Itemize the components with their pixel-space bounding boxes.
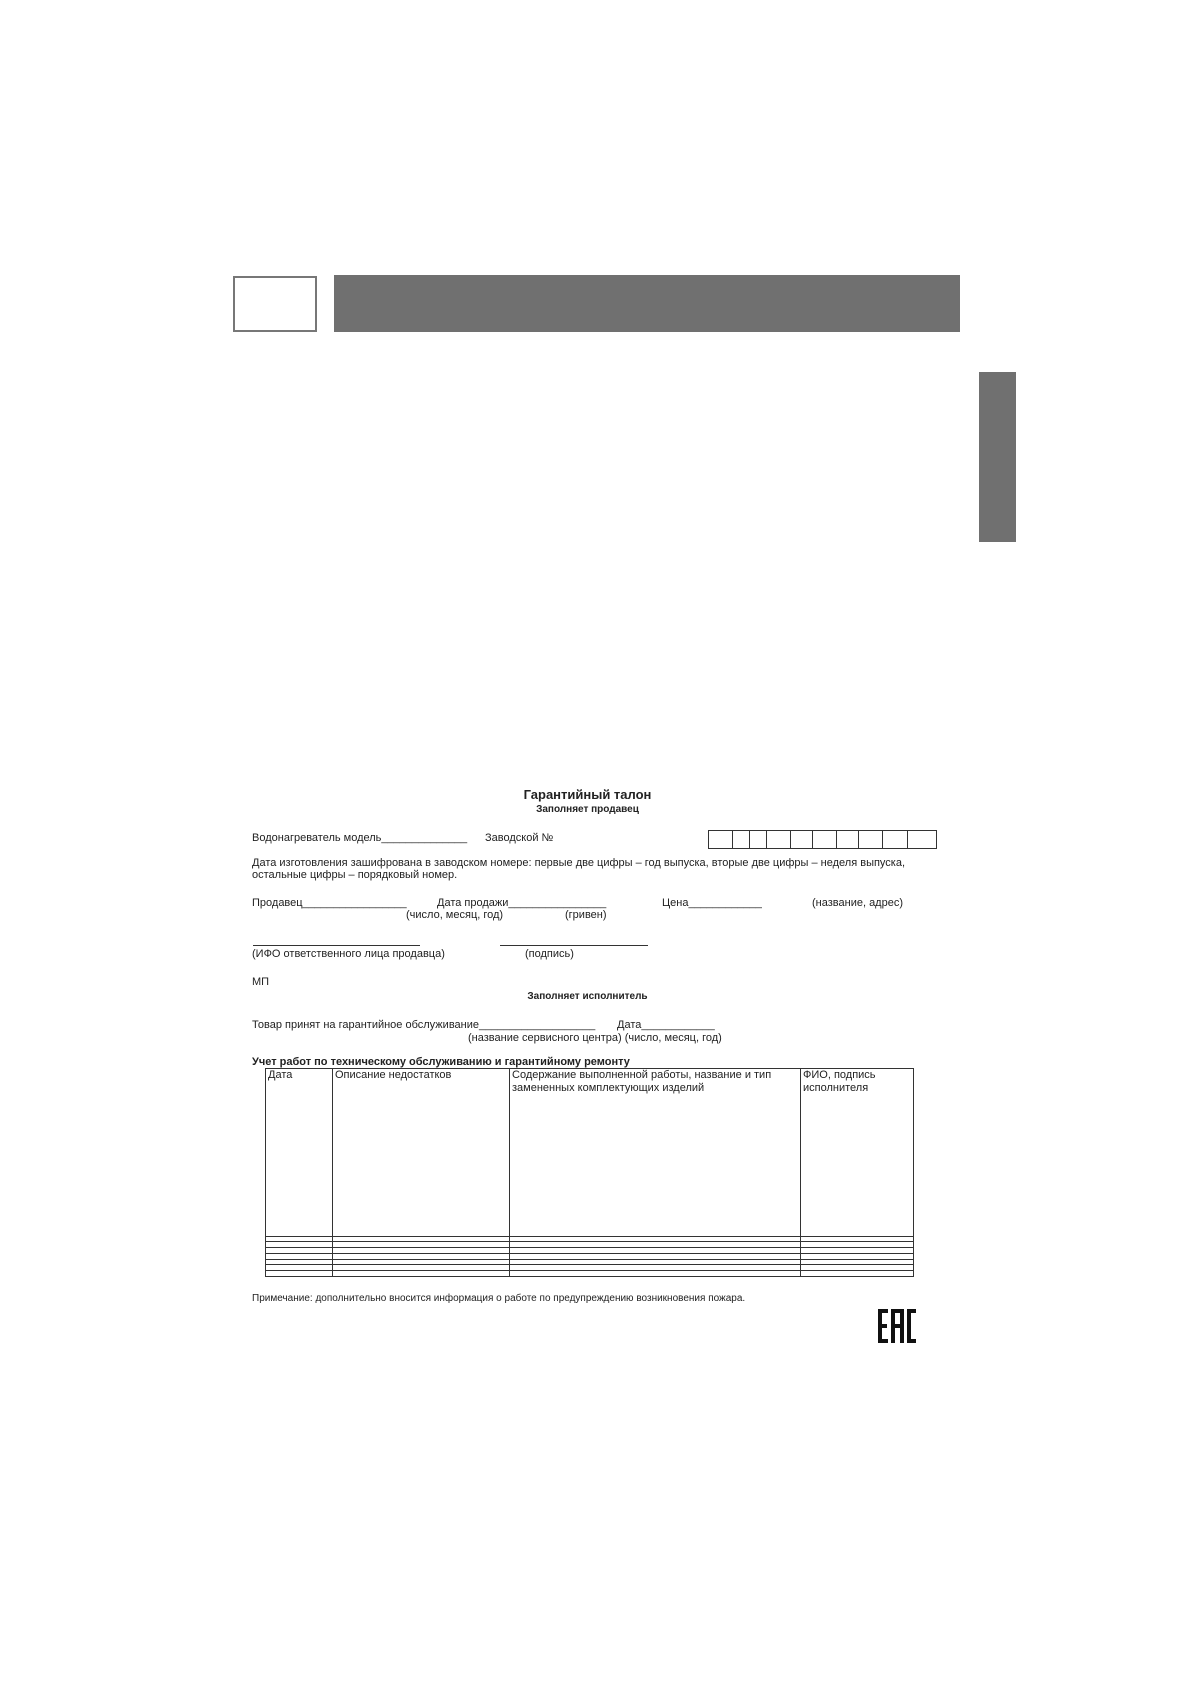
stamp-label: МП	[252, 976, 270, 988]
column-header-defects: Описание недостатков	[333, 1069, 510, 1237]
section-header-bar	[334, 275, 960, 332]
fire-safety-note: Примечание: дополнительно вносится информация о работе по предупреждению возникновения пожара.	[252, 1293, 746, 1304]
serial-cell[interactable]	[908, 831, 936, 848]
serial-cell[interactable]	[883, 831, 908, 848]
name-address-hint: (название, адрес)	[812, 897, 903, 909]
responsible-person-hint: (ИФО ответственного лица продавца)	[252, 948, 445, 960]
serial-number-boxes[interactable]	[708, 830, 937, 849]
column-header-executor: ФИО, подпись исполнителя	[801, 1069, 914, 1237]
currency-hint: (гривен)	[565, 909, 607, 921]
eac-certification-mark	[877, 1308, 917, 1344]
sale-date-hint: (число, месяц, год)	[406, 909, 504, 921]
seller-section-title: Заполняет продавец	[536, 804, 639, 815]
price-field-label: Цена____________	[662, 897, 762, 909]
serial-cell[interactable]	[859, 831, 883, 848]
serial-cell[interactable]	[791, 831, 813, 848]
model-field-label: Водонагреватель модель______________	[252, 832, 468, 844]
table-cell[interactable]	[510, 1271, 801, 1277]
serial-cell[interactable]	[813, 831, 837, 848]
date-code-explanation-line2: остальные цифры – порядковый номер.	[252, 869, 458, 881]
table-cell[interactable]	[801, 1271, 914, 1277]
service-center-hint: (название сервисного центра) (число, месяц, год)	[468, 1032, 722, 1044]
acceptance-date-label: Дата____________	[617, 1019, 715, 1031]
date-code-explanation-line1: Дата изготовления зашифрована в заводском номере: первые две цифры – год выпуска, вторые две цифры – неделя выпуска,	[252, 857, 906, 869]
accepted-field-label: Товар принят на гарантийное обслуживание___________________	[252, 1019, 596, 1031]
serial-number-label: Заводской №	[485, 832, 554, 844]
service-log-table	[265, 1068, 914, 1277]
column-header-date: Дата	[266, 1069, 333, 1237]
serial-cell[interactable]	[709, 831, 733, 848]
warranty-card-title: Гарантийный талон	[523, 787, 652, 802]
sale-date-field-label: Дата продажи________________	[437, 897, 607, 909]
page-number-box	[233, 276, 317, 332]
language-side-tab	[979, 372, 1016, 542]
table-cell[interactable]	[266, 1271, 333, 1277]
responsible-person-line	[253, 945, 420, 946]
column-header-work: Содержание выполненной работы, название и тип замененных комплектующих изделий	[510, 1069, 801, 1237]
serial-cell[interactable]	[767, 831, 791, 848]
serial-cell[interactable]	[750, 831, 767, 848]
table-row	[266, 1271, 914, 1277]
table-header-row	[266, 1069, 914, 1237]
signature-line	[500, 945, 648, 946]
service-log-title: Учет работ по техническому обслуживанию и гарантийному ремонту	[252, 1056, 630, 1068]
serial-cell[interactable]	[733, 831, 750, 848]
executor-section-title: Заполняет исполнитель	[527, 991, 648, 1002]
serial-cell[interactable]	[837, 831, 859, 848]
table-cell[interactable]	[333, 1271, 510, 1277]
seller-field-label: Продавец_________________	[252, 897, 407, 909]
signature-hint: (подпись)	[525, 948, 574, 960]
